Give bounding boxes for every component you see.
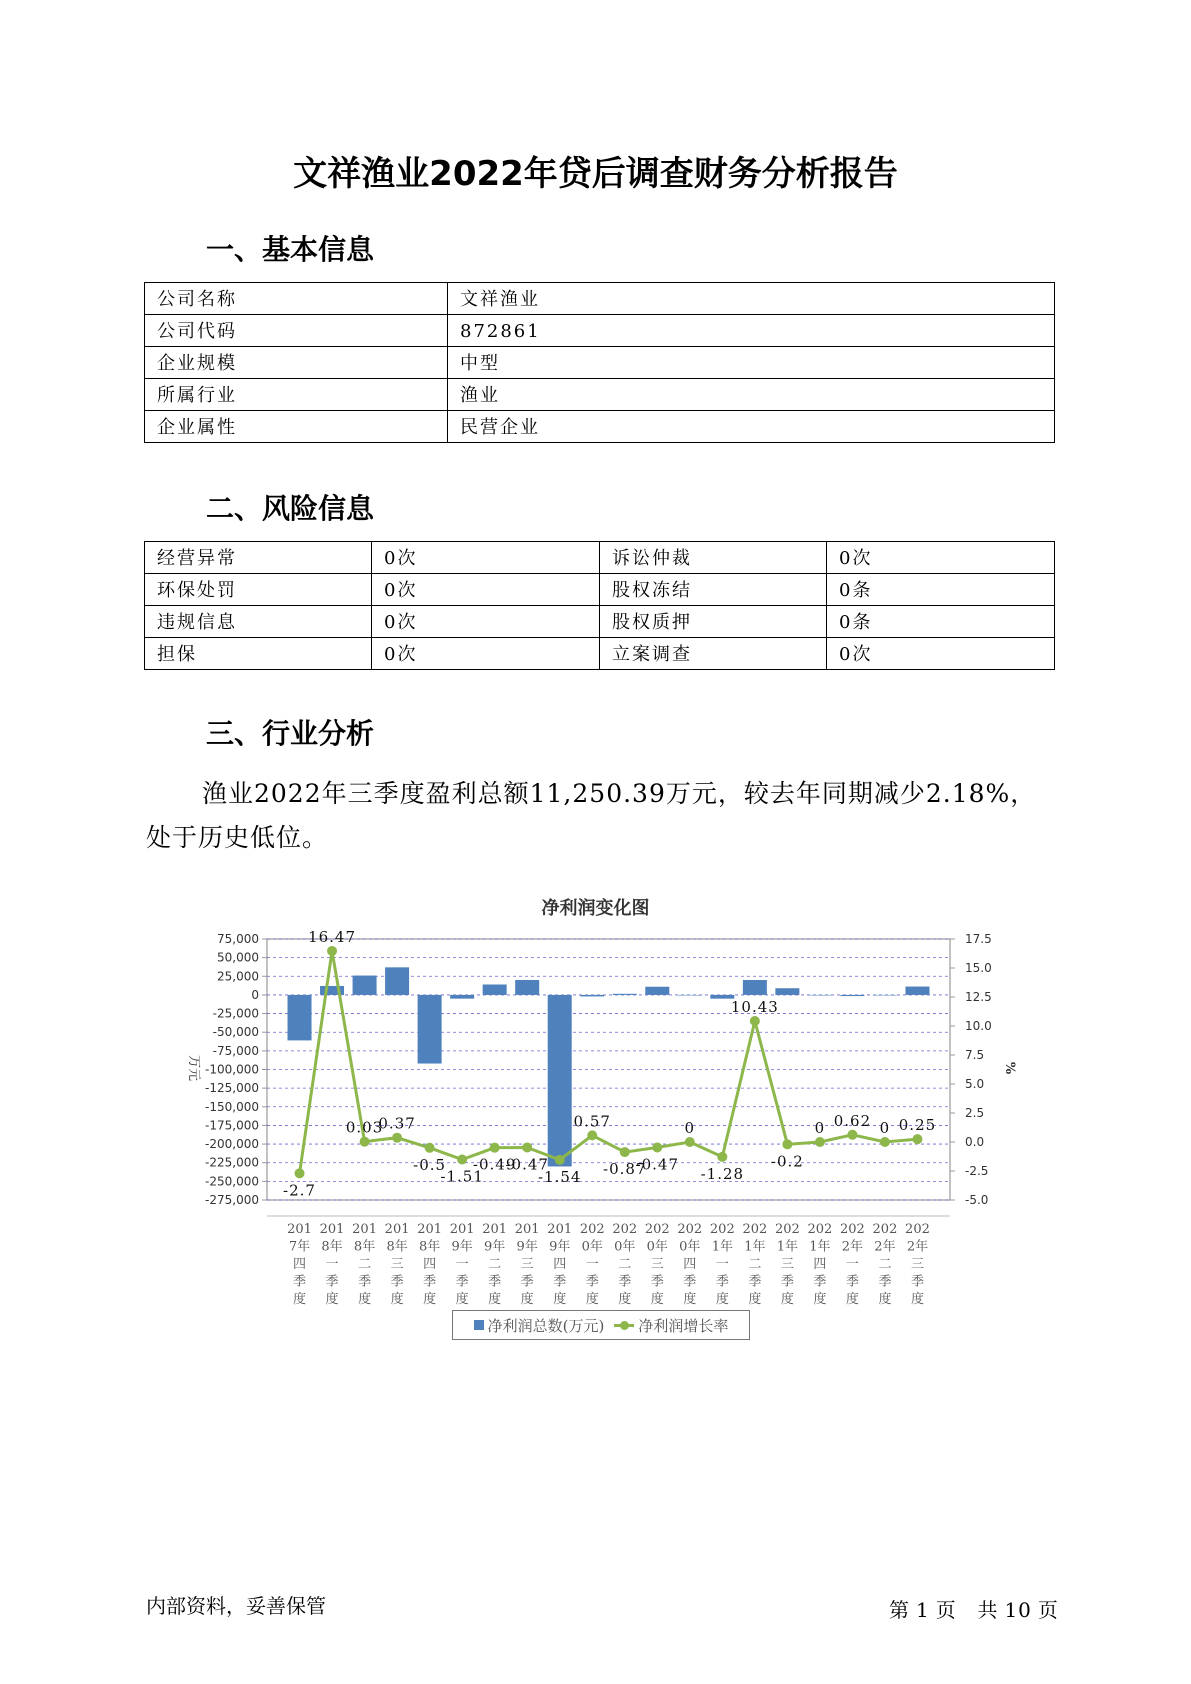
category-tick-label: 四 — [423, 1257, 437, 1272]
growth-rate-point — [457, 1155, 467, 1165]
net-profit-bar — [385, 967, 409, 995]
category-tick-label: 度 — [683, 1292, 697, 1307]
net-profit-bar — [873, 995, 897, 996]
section-heading-industry-analysis: 三、行业分析 — [206, 717, 375, 750]
risk-label: 股权冻结 — [600, 574, 827, 606]
category-tick-label: 9年 — [516, 1239, 538, 1255]
growth-rate-point — [620, 1147, 630, 1157]
category-tick-label: 季 — [650, 1274, 664, 1290]
category-tick-label: 季 — [683, 1274, 697, 1290]
category-tick-label: 三 — [780, 1257, 794, 1272]
category-tick-label: 季 — [520, 1274, 534, 1290]
category-tick-label: 度 — [813, 1292, 827, 1307]
category-tick-label: 四 — [293, 1257, 307, 1272]
category-tick-label: 一 — [715, 1257, 729, 1272]
category-tick-label: 四 — [813, 1257, 827, 1272]
category-tick-label: 季 — [585, 1274, 599, 1290]
category-tick-label: 度 — [878, 1292, 892, 1307]
category-tick-label: 三 — [650, 1257, 664, 1272]
category-tick-label: 季 — [488, 1274, 502, 1290]
right-axis-tick-label: -2.5 — [965, 1164, 989, 1178]
right-axis-tick-label: 2.5 — [965, 1106, 985, 1120]
category-tick-label: 季 — [910, 1274, 924, 1290]
category-tick-label: 度 — [780, 1292, 794, 1307]
growth-rate-data-label: 0.57 — [573, 1112, 611, 1131]
risk-value: 0次 — [372, 638, 600, 670]
category-tick-label: 度 — [910, 1292, 924, 1307]
category-tick-label: 2年 — [906, 1239, 929, 1255]
basic-info-label: 企业规模 — [145, 347, 448, 379]
category-tick-label: 二 — [878, 1257, 892, 1272]
growth-rate-data-label: -2.7 — [283, 1181, 316, 1200]
growth-rate-point — [360, 1137, 370, 1147]
left-axis-tick-label: -275,000 — [205, 1193, 259, 1207]
net-profit-bar — [840, 995, 864, 996]
category-tick-label: 202 — [742, 1222, 768, 1237]
net-profit-bar — [678, 995, 702, 996]
growth-rate-point — [652, 1142, 662, 1152]
growth-rate-point — [717, 1152, 727, 1162]
right-axis-tick-label: 10.0 — [965, 1019, 992, 1033]
category-tick-label: 201 — [417, 1222, 443, 1237]
left-axis-tick-label: -175,000 — [205, 1118, 259, 1133]
right-axis-label: % — [1002, 1061, 1017, 1075]
category-tick-label: 季 — [553, 1274, 567, 1290]
page-prefix: 第 — [889, 1598, 910, 1622]
category-tick-label: 202 — [905, 1222, 930, 1237]
category-tick-label: 季 — [325, 1274, 339, 1290]
category-tick-label: 季 — [358, 1274, 372, 1290]
net-profit-bar — [808, 995, 832, 996]
category-tick-label: 201 — [352, 1222, 377, 1237]
category-tick-label: 四 — [683, 1257, 697, 1272]
risk-label: 经营异常 — [145, 542, 372, 574]
left-axis-tick-label: 25,000 — [217, 969, 259, 984]
category-tick-label: 0年 — [679, 1239, 701, 1255]
left-axis-tick-label: -150,000 — [205, 1099, 259, 1114]
category-tick-label: 1年 — [776, 1239, 799, 1255]
growth-rate-data-label: -1.28 — [700, 1164, 745, 1183]
category-tick-label: 度 — [325, 1292, 339, 1307]
left-axis-tick-label: 0 — [251, 987, 259, 1002]
category-tick-label: 8年 — [321, 1239, 343, 1255]
category-tick-label: 1年 — [711, 1239, 733, 1255]
category-tick-label: 度 — [293, 1292, 307, 1307]
growth-rate-data-label: -0.47 — [505, 1155, 549, 1174]
category-tick-label: 0年 — [614, 1239, 636, 1255]
legend-bar-swatch — [474, 1320, 484, 1330]
net-profit-bar — [743, 980, 767, 995]
growth-rate-data-label: -0.87 — [603, 1160, 647, 1179]
category-tick-label: 季 — [748, 1274, 762, 1290]
category-tick-label: 9年 — [451, 1239, 473, 1255]
growth-rate-point — [392, 1133, 402, 1143]
category-tick-label: 7年 — [288, 1239, 311, 1255]
left-axis-tick-label: 75,000 — [217, 932, 259, 946]
growth-rate-point — [295, 1168, 305, 1178]
category-tick-label: 季 — [390, 1274, 404, 1290]
category-tick-label: 201 — [449, 1222, 475, 1237]
growth-rate-data-label: 0.62 — [833, 1111, 872, 1130]
category-tick-label: 季 — [618, 1274, 632, 1290]
category-tick-label: 8年 — [386, 1239, 408, 1255]
category-tick-label: 季 — [293, 1274, 307, 1290]
category-tick-label: 度 — [715, 1292, 729, 1307]
chart-title: 净利润变化图 — [541, 898, 650, 919]
basic-info-label: 公司代码 — [145, 315, 448, 347]
left-axis-tick-label: -50,000 — [212, 1025, 259, 1040]
legend-line-swatch — [614, 1320, 634, 1330]
growth-rate-point — [782, 1139, 792, 1149]
category-tick-label: 202 — [677, 1222, 703, 1237]
risk-value: 0次 — [827, 542, 1055, 574]
category-tick-label: 201 — [482, 1222, 508, 1237]
net-profit-bar — [905, 987, 929, 995]
growth-rate-data-label: 0.03 — [345, 1118, 384, 1137]
section-heading-basic-info: 一、基本信息 — [206, 233, 375, 266]
category-tick-label: 度 — [845, 1292, 859, 1307]
total-prefix: 共 — [977, 1598, 999, 1622]
risk-label: 违规信息 — [145, 606, 372, 638]
category-tick-label: 202 — [774, 1222, 800, 1237]
growth-rate-point — [912, 1134, 922, 1144]
total-pages: 10 — [1004, 1598, 1032, 1622]
category-tick-label: 201 — [547, 1222, 573, 1237]
growth-rate-point — [815, 1137, 825, 1147]
growth-rate-data-label: 16.47 — [308, 927, 357, 946]
risk-value: 0次 — [372, 606, 600, 638]
category-tick-label: 三 — [910, 1257, 924, 1272]
category-tick-label: 二 — [748, 1257, 762, 1272]
category-tick-label: 一 — [455, 1257, 469, 1272]
left-axis-tick-label: -225,000 — [205, 1155, 259, 1170]
growth-rate-data-label: 10.43 — [730, 998, 779, 1017]
growth-rate-point — [327, 946, 337, 956]
growth-rate-data-label: 0 — [814, 1119, 826, 1137]
right-axis-tick-label: 12.5 — [965, 990, 992, 1004]
net-profit-bar — [548, 995, 572, 1167]
category-tick-label: 201 — [319, 1222, 345, 1237]
category-tick-label: 202 — [709, 1222, 735, 1237]
category-tick-label: 2年 — [841, 1239, 864, 1255]
category-tick-label: 202 — [612, 1222, 638, 1237]
category-tick-label: 季 — [813, 1274, 827, 1290]
basic-info-value: 文祥渔业 — [448, 283, 1055, 315]
growth-rate-point — [685, 1137, 695, 1147]
left-axis-tick-label: -75,000 — [212, 1043, 259, 1058]
growth-rate-data-label: -0.47 — [635, 1155, 680, 1174]
category-tick-label: 度 — [455, 1292, 469, 1307]
left-axis-tick-label: -250,000 — [205, 1174, 259, 1189]
category-tick-label: 202 — [872, 1222, 898, 1237]
net-profit-bar — [645, 987, 669, 995]
basic-info-label: 所属行业 — [145, 379, 448, 411]
right-axis-tick-label: 0.0 — [965, 1135, 985, 1149]
growth-rate-data-label: 0 — [879, 1119, 891, 1137]
left-axis-tick-label: -125,000 — [205, 1081, 259, 1096]
risk-value: 0条 — [827, 574, 1055, 606]
category-tick-label: 度 — [585, 1292, 599, 1307]
risk-value: 0次 — [827, 638, 1055, 670]
left-axis-tick-label: -100,000 — [205, 1062, 259, 1077]
net-profit-bar — [775, 988, 799, 995]
category-tick-label: 季 — [715, 1274, 729, 1290]
risk-label: 担保 — [145, 638, 372, 670]
category-tick-label: 季 — [780, 1274, 794, 1290]
report-title: 文祥渔业2022年贷后调查财务分析报告 — [293, 154, 898, 194]
category-tick-label: 季 — [845, 1274, 859, 1290]
category-tick-label: 2年 — [874, 1239, 896, 1255]
risk-label: 环保处罚 — [145, 574, 372, 606]
growth-rate-point — [587, 1130, 597, 1140]
category-tick-label: 201 — [384, 1222, 410, 1237]
category-tick-label: 9年 — [484, 1239, 506, 1255]
legend-line-label: 净利润增长率 — [638, 1316, 729, 1335]
right-axis-tick-label: 17.5 — [965, 932, 992, 946]
risk-value: 0次 — [372, 574, 600, 606]
growth-rate-point — [522, 1142, 532, 1152]
category-tick-label: 度 — [488, 1292, 502, 1307]
growth-rate-data-label: -0.2 — [770, 1152, 804, 1171]
net-profit-bar — [418, 995, 442, 1064]
growth-rate-point — [847, 1130, 857, 1140]
growth-rate-point — [555, 1155, 565, 1165]
category-tick-label: 三 — [390, 1257, 404, 1272]
basic-info-value: 872861 — [448, 315, 1055, 347]
net-profit-bar — [288, 995, 312, 1040]
category-tick-label: 9年 — [549, 1239, 571, 1255]
right-axis-tick-label: -5.0 — [965, 1193, 989, 1207]
category-tick-label: 8年 — [353, 1239, 376, 1255]
category-tick-label: 度 — [358, 1292, 372, 1307]
category-tick-label: 1年 — [809, 1239, 831, 1255]
risk-label: 诉讼仲裁 — [600, 542, 827, 574]
category-tick-label: 8年 — [418, 1239, 441, 1255]
left-axis-tick-label: -200,000 — [205, 1137, 259, 1152]
category-tick-label: 一 — [585, 1257, 599, 1272]
footer-confidential-note: 内部资料，妥善保管 — [146, 1594, 326, 1618]
net-profit-bar — [353, 976, 377, 995]
category-tick-label: 季 — [455, 1274, 469, 1290]
category-tick-label: 二 — [618, 1257, 632, 1272]
right-axis-tick-label: 15.0 — [965, 961, 992, 975]
growth-rate-data-label: 0.25 — [898, 1116, 937, 1135]
left-axis-tick-label: -25,000 — [212, 1006, 259, 1021]
category-tick-label: 季 — [423, 1274, 437, 1290]
category-tick-label: 202 — [840, 1222, 865, 1237]
net-profit-bar — [580, 995, 604, 996]
category-tick-label: 度 — [650, 1292, 664, 1307]
category-tick-label: 二 — [488, 1257, 502, 1272]
category-tick-label: 0年 — [581, 1239, 603, 1255]
basic-info-value: 中型 — [448, 347, 1055, 379]
category-tick-label: 四 — [553, 1257, 567, 1272]
growth-rate-point — [750, 1016, 760, 1026]
risk-value: 0次 — [372, 542, 600, 574]
basic-info-label: 企业属性 — [145, 411, 448, 443]
industry-analysis-text: 渔业2022年三季度盈利总额11,250.39万元，较去年同期减少2.18%，处于历史低位。 — [146, 779, 1037, 852]
growth-rate-point — [425, 1143, 435, 1153]
right-axis-tick-label: 7.5 — [965, 1048, 985, 1062]
left-axis-label: 万元 — [186, 1054, 201, 1082]
category-tick-label: 度 — [748, 1292, 762, 1307]
category-tick-label: 一 — [325, 1257, 339, 1272]
growth-rate-data-label: 0.37 — [378, 1114, 416, 1133]
net-profit-bar — [613, 994, 637, 995]
legend-bar-label: 净利润总数(万元) — [487, 1316, 605, 1335]
page-unit: 页 — [935, 1598, 957, 1622]
page-number: 1 — [916, 1598, 930, 1622]
category-tick-label: 度 — [390, 1292, 404, 1307]
basic-info-value: 渔业 — [448, 379, 1055, 411]
category-tick-label: 202 — [807, 1222, 833, 1237]
basic-info-value: 民营企业 — [448, 411, 1055, 443]
category-tick-label: 二 — [358, 1257, 372, 1272]
growth-rate-data-label: -0.49 — [472, 1155, 517, 1174]
growth-rate-data-label: -0.5 — [413, 1155, 447, 1174]
category-tick-label: 一 — [845, 1257, 859, 1272]
right-axis-tick-label: 5.0 — [965, 1077, 985, 1091]
category-tick-label: 度 — [423, 1292, 437, 1307]
growth-rate-point — [490, 1143, 500, 1153]
growth-rate-data-label: -1.54 — [537, 1167, 582, 1186]
category-tick-label: 202 — [579, 1222, 605, 1237]
total-unit: 页 — [1037, 1598, 1059, 1622]
category-tick-label: 201 — [287, 1222, 312, 1237]
net-profit-bar — [483, 984, 507, 994]
chart-legend — [452, 1310, 750, 1340]
growth-rate-data-label: -1.51 — [440, 1167, 484, 1186]
risk-label: 股权质押 — [600, 606, 827, 638]
category-tick-label: 1年 — [744, 1239, 766, 1255]
category-tick-label: 度 — [618, 1292, 632, 1307]
section-heading-risk-info: 二、风险信息 — [206, 492, 375, 525]
left-axis-tick-label: 50,000 — [217, 950, 259, 965]
net-profit-bar — [515, 980, 539, 995]
category-tick-label: 201 — [514, 1222, 540, 1237]
net-profit-bar — [450, 995, 474, 999]
category-tick-label: 度 — [520, 1292, 534, 1307]
footer-page-info — [886, 1594, 1062, 1623]
risk-label: 立案调查 — [600, 638, 827, 670]
category-tick-label: 0年 — [646, 1239, 668, 1255]
category-tick-label: 季 — [878, 1274, 892, 1290]
category-tick-label: 三 — [520, 1257, 534, 1272]
risk-value: 0条 — [827, 606, 1055, 638]
category-tick-label: 度 — [553, 1292, 567, 1307]
growth-rate-point — [880, 1137, 890, 1147]
growth-rate-data-label: 0 — [684, 1119, 696, 1137]
basic-info-label: 公司名称 — [145, 283, 448, 315]
category-tick-label: 202 — [644, 1222, 670, 1237]
